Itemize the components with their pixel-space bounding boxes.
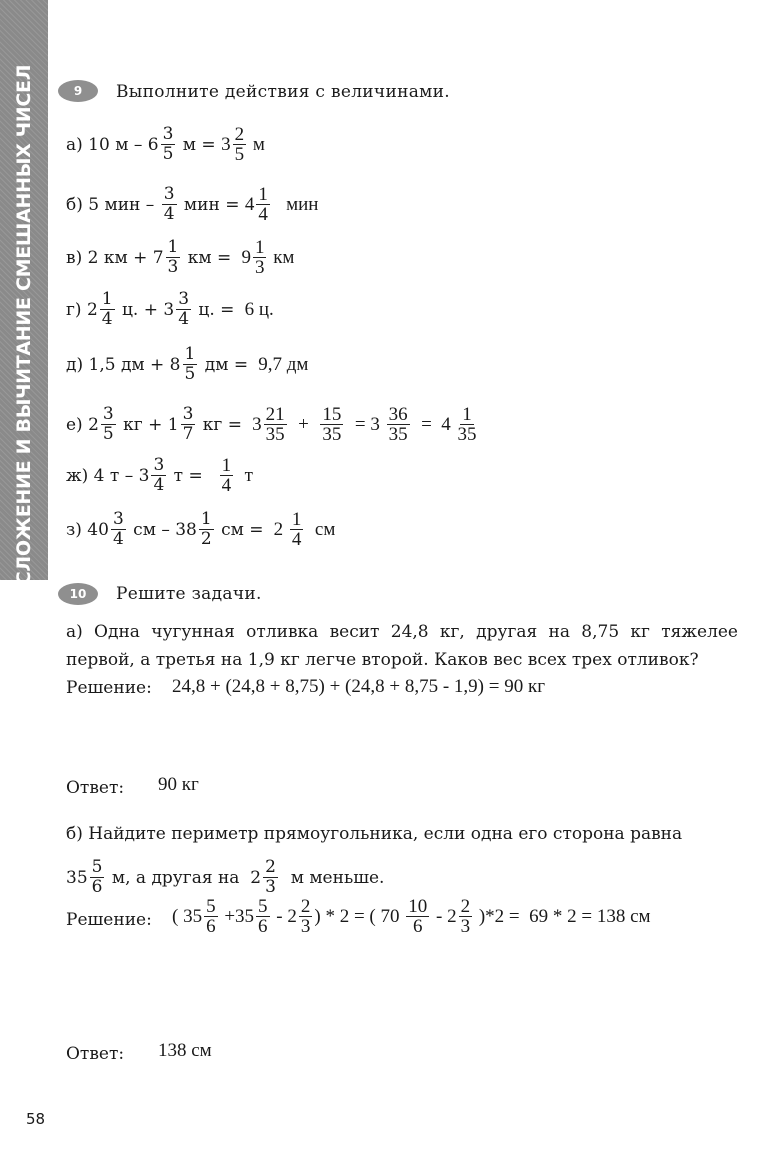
numerator: 1 (221, 455, 232, 476)
numerator: 1 (184, 344, 196, 364)
fraction (299, 897, 313, 936)
expression-text: а) 10 м – 6 (66, 134, 159, 155)
expression-text: м = (177, 134, 222, 155)
fraction (183, 345, 198, 384)
expression-text: ц. + 3 (116, 299, 175, 320)
numerator: 1 (101, 289, 113, 309)
handwritten-answer: м (248, 133, 265, 155)
fraction (253, 238, 267, 277)
expression-text: ж) 4 т – 3 (66, 465, 150, 486)
handwritten-answer: - 2 (431, 905, 457, 927)
page-number: 58 (26, 1110, 46, 1128)
expression-text: кг + 1 (117, 414, 179, 435)
denominator: 4 (153, 475, 165, 495)
handwritten-answer: = 4 (411, 413, 456, 435)
handwritten-answer: 4 (244, 193, 255, 215)
task-9-item (66, 185, 318, 224)
task-9-item (66, 510, 335, 549)
fraction (264, 405, 287, 444)
denominator: 4 (163, 204, 175, 224)
fraction (220, 456, 234, 495)
expression-text: е) 2 (66, 414, 99, 435)
denominator: 3 (460, 916, 471, 937)
fraction (161, 125, 176, 164)
task-10a-solution: 24,8 + (24,8 + 8,75) + (24,8 + 8,75 - 1,9) = 90 кг (172, 676, 545, 697)
handwritten-answer: ( 35 (172, 905, 203, 927)
denominator: 4 (221, 475, 232, 496)
numerator: 21 (265, 404, 285, 425)
expression-text: д) 1,5 дм + 8 (66, 354, 181, 375)
handwritten-answer: + (288, 413, 319, 435)
denominator: 4 (291, 529, 302, 550)
numerator: 1 (167, 237, 179, 257)
denominator: 6 (206, 916, 216, 937)
numerator: 3 (102, 404, 114, 424)
denominator: 3 (300, 916, 311, 937)
expression-text: т = (168, 465, 209, 486)
handwritten-answer: 9 (236, 246, 251, 268)
fraction (151, 456, 166, 495)
task-number-badge: 9 (58, 80, 98, 102)
solution-label: Решение: (66, 910, 152, 930)
task-9-item (66, 125, 265, 164)
fraction (204, 897, 218, 936)
fraction (233, 125, 247, 164)
fraction (101, 405, 116, 444)
numerator: 15 (322, 404, 342, 425)
task-9-title: Выполните действия с величинами. (116, 82, 451, 102)
fraction (100, 290, 115, 329)
handwritten-answer: 3 (247, 413, 262, 435)
denominator: 6 (413, 916, 423, 937)
handwritten-answer: +35 (219, 905, 255, 927)
numerator: 10 (408, 896, 428, 917)
numerator: 36 (388, 404, 408, 425)
fraction (256, 185, 270, 224)
fraction (166, 238, 181, 277)
handwritten-answer: см (305, 518, 336, 540)
fraction (458, 405, 477, 444)
denominator: 4 (101, 309, 113, 329)
numerator: 3 (112, 509, 124, 529)
denominator: 2 (200, 529, 212, 549)
handwritten-answer (208, 465, 218, 487)
chapter-sidebar-band (0, 0, 48, 586)
denominator: 35 (322, 424, 342, 445)
denominator: 4 (178, 309, 190, 329)
handwritten-answer: 3 (221, 133, 231, 155)
denominator: 3 (265, 877, 276, 897)
handwritten-answer: 6 ц. (239, 298, 274, 320)
denominator: 5 (184, 364, 196, 384)
denominator: 5 (234, 144, 245, 165)
task-number-badge: 10 (58, 583, 98, 605)
denominator: 5 (162, 144, 174, 164)
expression-text: 35 (66, 867, 88, 888)
fraction (320, 405, 343, 444)
handwritten-answer: - 2 (271, 905, 297, 927)
expression-text: г) 2 (66, 299, 98, 320)
denominator: 35 (265, 424, 285, 445)
denominator: 3 (167, 257, 179, 277)
task-9-item (66, 345, 308, 384)
numerator: 1 (291, 509, 302, 530)
handwritten-answer: )*2 = 69 * 2 = 138 см (474, 905, 651, 927)
fraction (263, 858, 278, 897)
task-10b-line2 (66, 858, 384, 897)
denominator: 4 (258, 204, 268, 225)
task-10b-text: б) Найдите периметр прямоугольника, если одна его сторона равна (66, 824, 683, 844)
numerator: 3 (182, 404, 194, 424)
fraction (406, 897, 429, 936)
answer-label: Ответ: (66, 1044, 125, 1064)
task-10b-solution (172, 897, 651, 936)
fraction (176, 290, 191, 329)
numerator: 5 (206, 896, 216, 917)
fraction (459, 897, 473, 936)
denominator: 5 (102, 424, 114, 444)
denominator: 6 (258, 916, 268, 937)
numerator: 2 (300, 896, 311, 917)
numerator: 3 (153, 455, 165, 475)
expression-text: км = (182, 247, 237, 268)
numerator: 2 (234, 124, 245, 145)
handwritten-answer: 9,7 дм (253, 353, 309, 375)
task-10a-answer: 90 кг (158, 774, 199, 795)
expression-text: кг = (197, 414, 248, 435)
expression-text: в) 2 км + 7 (66, 247, 164, 268)
handwritten-answer: 2 (268, 518, 288, 540)
numerator: 5 (258, 896, 268, 917)
fraction (181, 405, 196, 444)
task-9-item (66, 456, 253, 495)
denominator: 6 (91, 877, 103, 897)
expression-text: дм = (199, 354, 254, 375)
fraction (290, 510, 304, 549)
denominator: 35 (457, 424, 477, 445)
denominator: 3 (254, 257, 265, 278)
numerator: 1 (462, 404, 472, 425)
fraction (111, 510, 126, 549)
denominator: 35 (388, 424, 408, 445)
expression-text: см = (215, 519, 269, 540)
expression-text: з) 40 (66, 519, 109, 540)
task-10a-text: а) Одна чугунная отливка весит 24,8 кг, другая на 8,75 кг тяжелее первой, а третья на 1,9 кг легче второй. Каков вес всех трех отливок? (66, 622, 738, 670)
numerator: 1 (254, 237, 265, 258)
handwritten-answer: ) * 2 = ( 70 (314, 905, 405, 927)
handwritten-answer: мин (271, 193, 319, 215)
expression-text: см – 38 (127, 519, 197, 540)
expression-text: мин = (178, 194, 245, 215)
task-10b-answer: 138 см (158, 1040, 212, 1061)
numerator: 2 (460, 896, 471, 917)
handwritten-answer: т (235, 464, 253, 486)
expression-text: м, а другая на 2 (106, 867, 262, 888)
expression-text: ц. = (193, 299, 240, 320)
numerator: 3 (178, 289, 190, 309)
task-9-item (66, 290, 274, 329)
numerator: 3 (163, 184, 175, 204)
numerator: 5 (91, 857, 103, 877)
fraction (199, 510, 214, 549)
solution-label: Решение: (66, 678, 152, 698)
fraction (162, 185, 177, 224)
numerator: 2 (265, 857, 276, 877)
answer-label: Ответ: (66, 778, 125, 798)
denominator: 4 (112, 529, 124, 549)
task-9-item (66, 238, 294, 277)
denominator: 7 (182, 424, 194, 444)
expression-text: б) 5 мин – (66, 194, 160, 215)
numerator: 1 (200, 509, 212, 529)
chapter-title: СЛОЖЕНИЕ И ВЫЧИТАНИЕ СМЕШАННЫХ ЧИСЕЛ (13, 64, 35, 586)
expression-text: м меньше. (279, 867, 385, 888)
task-10-title: Решите задачи. (116, 584, 262, 604)
numerator: 3 (162, 124, 174, 144)
fraction (90, 858, 105, 897)
numerator: 1 (258, 184, 268, 205)
task-9-item (66, 405, 479, 444)
handwritten-answer: км (268, 246, 295, 268)
fraction (387, 405, 410, 444)
handwritten-answer: = 3 (345, 413, 385, 435)
fraction (256, 897, 270, 936)
